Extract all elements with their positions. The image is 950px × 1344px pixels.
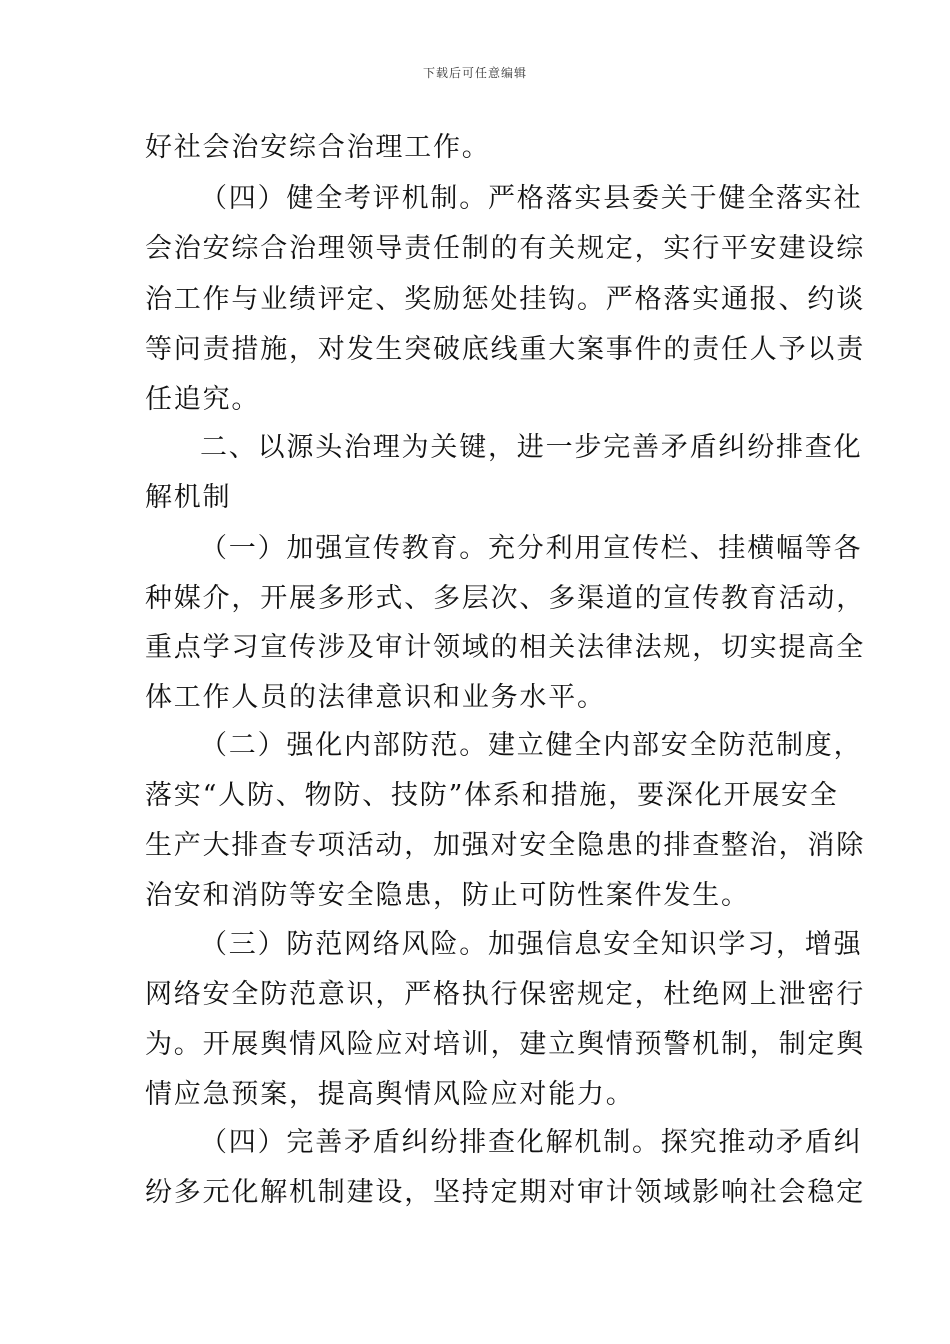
text-line: 任追究。 [145,384,261,415]
paragraph-start-line: （一）加强宣传教育。充分利用宣传栏、挂横幅等各 [200,533,863,564]
section-heading-line: 二、以源头治理为关键，进一步完善矛盾纠纷排查化 [200,432,863,463]
text-line: 体工作人员的法律意识和业务水平。 [145,682,606,713]
paragraph-start-line: （四）完善矛盾纠纷排查化解机制。探究推动矛盾纠 [200,1127,863,1158]
paragraph-start-line: （四）健全考评机制。严格落实县委关于健全落实社 [200,183,863,214]
text-line: 情应急预案，提高舆情风险应对能力。 [145,1079,635,1110]
text-line: 会治安综合治理领导责任制的有关规定，实行平安建设综 [145,233,865,264]
text-line: 等问责措施，对发生突破底线重大案事件的责任人予以责 [145,334,865,365]
paragraph-start-line: （二）强化内部防范。建立健全内部安全防范制度， [200,730,863,761]
text-line: 生产大排查专项活动，加强对安全隐患的排查整治，消除 [145,830,865,861]
page-header: 下载后可任意编辑 [422,66,527,80]
text-line: 重点学习宣传涉及审计领域的相关法律法规，切实提高全 [145,632,865,663]
section-heading-line: 解机制 [145,482,232,513]
text-line: 种媒介，开展多形式、多层次、多渠道的宣传教育活动， [145,583,865,614]
text-line: 落实“人防、物防、技防”体系和措施，要深化开展安全 [145,780,839,811]
text-line: 治安和消防等安全隐患，防止可防性案件发生。 [145,880,750,911]
text-line: 为。开展舆情风险应对培训，建立舆情预警机制，制定舆 [145,1029,865,1060]
paragraph-start-line: （三）防范网络风险。加强信息安全知识学习，增强 [200,929,863,960]
text-line: 治工作与业绩评定、奖励惩处挂钩。严格落实通报、约谈 [145,284,865,315]
text-line: 网络安全防范意识，严格执行保密规定，杜绝网上泄密行 [145,979,865,1010]
text-line: 好社会治安综合治理工作。 [145,132,491,163]
text-line: 纷多元化解机制建设，坚持定期对审计领域影响社会稳定 [145,1177,865,1208]
